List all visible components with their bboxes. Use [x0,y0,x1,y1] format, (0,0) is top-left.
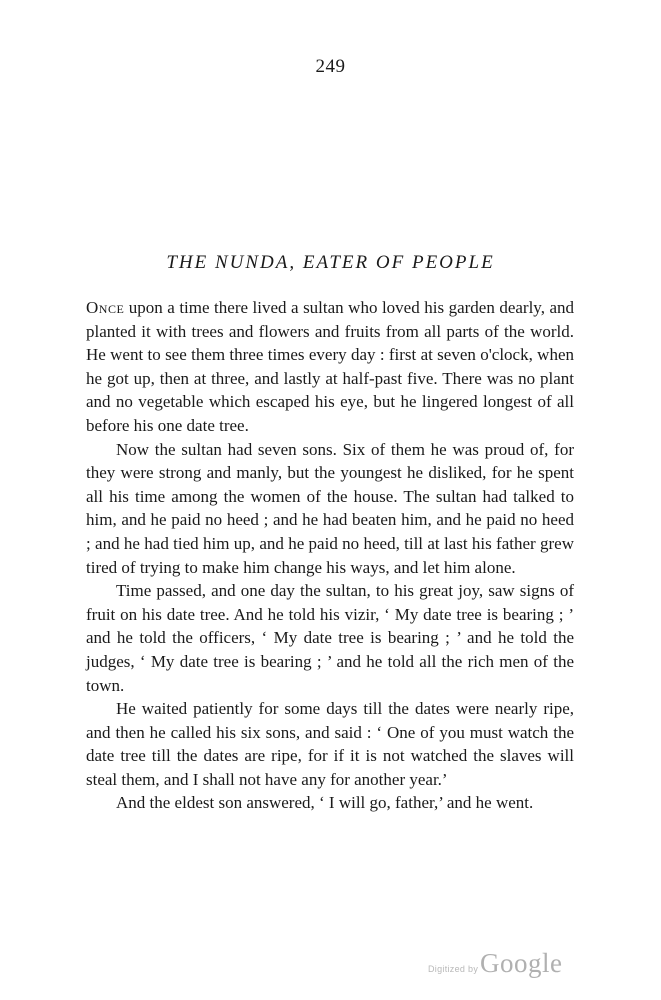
paragraph-4: He waited patiently for some days till the dates were nearly ripe, and then he called his six sons, and said : ‘ One of you must watch the date tree till the dates are ripe, for if it is not watched the slaves will steal them, and I shall not have any for another year.’ [86,699,574,789]
paragraph-1-text: upon a time there lived a sultan who loved his garden dearly, and planted it with trees and flowers and fruits from all parts of the world. He went to see them three times every day : first at seven o'clock, when he got up, then at three, and lastly at half-past five. There was no plant and no vegetable which escaped his eye, but he lingered longest of all before his one date tree. [86,298,574,435]
chapter-title: THE NUNDA, EATER OF PEOPLE [166,252,495,273]
digitized-watermark [428,948,568,982]
watermark-prefix: Digitized by [428,964,479,974]
watermark-brand: Google [480,948,563,978]
paragraph-3: Time passed, and one day the sultan, to his great joy, saw signs of fruit on his date tree. And he told his vizir, ‘ My date tree is bearing ; ’ and he told the officers, ‘ My date tree is bearing ; ’ and he told the judges, ‘ My date tree is bearing ; ’ and he told all the rich men of the town. [86,581,574,695]
paragraph-2: Now the sultan had seven sons. Six of them he was proud of, for they were strong and manly, but the youngest he disliked, for he spent all his time among the women of the house. The sultan had talked to him, and he paid no heed ; and he had beaten him, and he paid no heed ; and he had tied him up, and he paid no heed, till at last his father grew tired of trying to make him change his ways, and let him alone. [86,439,574,577]
lead-word: Once [86,298,125,317]
body-text [86,296,574,815]
page-number: 249 [315,56,346,77]
paragraph-5: And the eldest son answered, ‘ I will go, father,’ and he went. [116,793,534,813]
paragraph-1 [86,296,574,438]
